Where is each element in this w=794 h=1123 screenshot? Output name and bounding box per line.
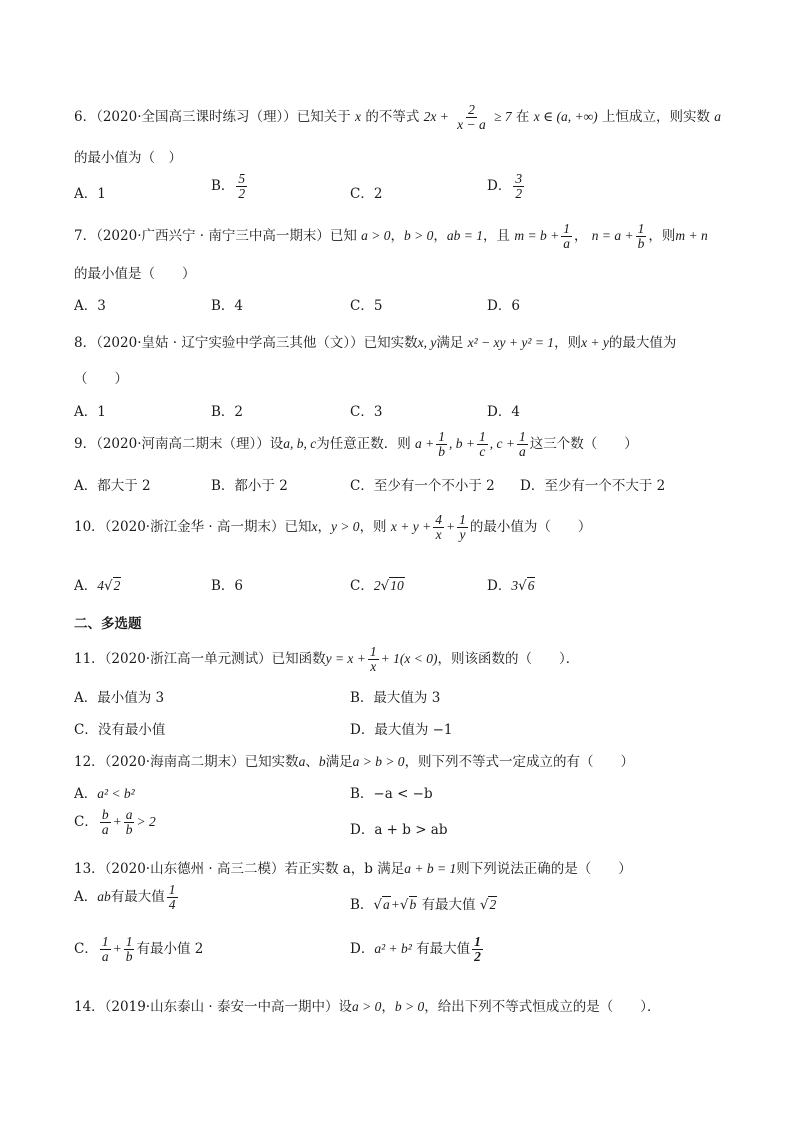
q6-prefix: 6．（2020·全国高三课时练习（理））已知关于 bbox=[74, 109, 351, 126]
q7-prefix: 7．（2020·广西兴宁 · 南宁三中高一期末）已知 bbox=[74, 228, 357, 245]
question-7-line-2: 的最小值是（ ） bbox=[74, 266, 196, 282]
q7-m-expr: m = b + bbox=[514, 228, 560, 244]
q9-fraction-2: $\frac{1}{c}$ bbox=[479, 429, 486, 460]
q7-option-a: A．3 bbox=[74, 298, 106, 314]
question-13-line-1: 13．（2020·山东德州 · 高三二模）若正实数 a，b 满足a + b = 1则下列说法正确的是（ ） bbox=[74, 861, 632, 877]
q10-cond: y > 0 bbox=[330, 519, 360, 535]
question-12-line-1: 12．（2020·海南高二期末）已知实数a、b满足a > b > 0，则下列不等式一定成立的有（ ） bbox=[74, 754, 635, 770]
q7-n-expr: n = a + bbox=[591, 228, 634, 244]
q13-option-a: A．ab有最大值 $\frac{1}{4}$ bbox=[74, 882, 176, 913]
question-9-line-1: 9．（2020·河南高二期末（理））设a, b, c为任意正数．则 a + $\frac{1}{b}$ , b + $\frac{1}{c}$ , c + $\frac{1}{a}$ 这三个数（ ） bbox=[74, 429, 638, 460]
q13-option-c: C． $\frac{1}{a}$ + $\frac{1}{b}$ 有最小值 2 bbox=[74, 934, 204, 965]
q10-option-d: D．3√6 bbox=[487, 578, 535, 594]
q11-option-d: D．最大值为 −1 bbox=[350, 722, 453, 738]
q7-cond-1: a > 0 bbox=[361, 228, 391, 244]
q7-option-d: D．6 bbox=[487, 298, 520, 314]
q9-option-d: D．至少有一个不大于 2 bbox=[520, 478, 666, 494]
q10-option-c: C．2√10 bbox=[350, 578, 404, 594]
q7-cond-2: b > 0 bbox=[404, 228, 434, 244]
q6-text-2: 在 bbox=[515, 109, 530, 126]
q6-ineq-left: 2x + bbox=[423, 109, 449, 125]
q9-fraction-3: $\frac{1}{a}$ bbox=[519, 429, 526, 460]
q6-domain: x ∈ (a, +∞) bbox=[533, 109, 598, 125]
q7-cond-3: ab = 1 bbox=[446, 228, 484, 244]
q11-option-a: A．最小值为 3 bbox=[74, 690, 165, 706]
q9-prefix: 9．（2020·河南高二期末（理））设 bbox=[74, 436, 284, 453]
q12-cond: a > b > 0 bbox=[352, 754, 405, 769]
q12-option-d: D．a + b > ab bbox=[350, 822, 448, 838]
q8-option-d: D．4 bbox=[487, 404, 520, 420]
q10-option-b: B．6 bbox=[211, 578, 244, 594]
q10-fraction-2: $\frac{1}{y}$ bbox=[459, 512, 466, 543]
q13-option-b: B．√a+√b 有最大值 √2 bbox=[350, 897, 497, 913]
q6-var-x: x bbox=[355, 109, 362, 125]
q9-option-a: A．都大于 2 bbox=[74, 478, 151, 494]
q6-option-c: C．2 bbox=[350, 186, 383, 202]
question-7-line-1: 7．（2020·广西兴宁 · 南宁三中高一期末）已知 a > 0，b > 0，ab = 1，且 m = b + $\frac{1}{a}$ ， n = a + $\frac{1}{b}$ ，则m + n bbox=[74, 221, 708, 252]
q8-target: x + y bbox=[581, 335, 609, 350]
question-8-line-2: （ ） bbox=[74, 371, 128, 387]
q9-vars: a, b, c bbox=[283, 436, 317, 452]
q6-text-3: 上恒成立，则实数 bbox=[601, 109, 710, 126]
q10-option-a: A．4√2 bbox=[74, 578, 121, 594]
question-6-line-1 bbox=[74, 103, 721, 132]
q6-text: 的不等式 bbox=[365, 109, 420, 126]
q11-fraction: $\frac{1}{x}$ bbox=[369, 644, 377, 675]
q12-option-b: B．−a < −b bbox=[350, 786, 433, 802]
q11-prefix: 11．（2020·浙江高一单元测试）已知函数 bbox=[74, 651, 326, 668]
q8-prefix: 8．（2020·皇姑 · 辽宁实验中学高三其他（文））已知实数 bbox=[74, 335, 418, 351]
q6-var-a: a bbox=[714, 109, 722, 125]
q13-cond: a + b = 1 bbox=[404, 861, 457, 876]
q8-equation: x² − xy + y² = 1 bbox=[467, 335, 555, 350]
q6-ineq-right: ≥ 7 bbox=[494, 109, 512, 125]
question-6-line-2: 的最小值为（ ） bbox=[74, 150, 182, 166]
q8-option-b: B．2 bbox=[211, 404, 244, 420]
q12-prefix: 12．（2020·海南高二期末）已知实数 bbox=[74, 754, 299, 770]
q7-option-b: B．4 bbox=[211, 298, 244, 314]
q6-option-d: D． $\frac{3}{2}$ bbox=[487, 171, 523, 202]
q14-prefix: 14．（2019·山东泰山 · 泰安一中高一期中）设 bbox=[74, 999, 352, 1015]
q9-option-b: B．都小于 2 bbox=[211, 478, 288, 494]
q7-m-fraction: $\frac{1}{a}$ bbox=[563, 221, 570, 252]
question-11-line-1: 11．（2020·浙江高一单元测试）已知函数y = x + $\frac{1}{x}$ + 1(x < 0)，则该函数的（ ）． bbox=[74, 644, 580, 675]
section-heading-multiple-choice: 二、多选题 bbox=[74, 616, 142, 632]
q7-option-c: C．5 bbox=[350, 298, 383, 314]
q6-option-b: B． $\frac{5}{2}$ bbox=[211, 171, 246, 202]
q8-option-a: A．1 bbox=[74, 404, 106, 420]
q6-option-a: A．1 bbox=[74, 186, 106, 202]
q10-fraction-1: $\frac{4}{x}$ bbox=[435, 512, 442, 543]
q11-option-b: B．最大值为 3 bbox=[350, 690, 441, 706]
q6-fraction: $\frac{2}{x - a}$ bbox=[457, 102, 486, 133]
q12-option-c: C． $\frac{b}{a}$ + $\frac{a}{b}$ > 2 bbox=[74, 807, 156, 838]
q9-option-c: C．至少有一个不小于 2 bbox=[350, 478, 495, 494]
question-8-line-1: 8．（2020·皇姑 · 辽宁实验中学高三其他（文））已知实数x, y满足 x² − xy + y² = 1，则x + y的最大值为 bbox=[74, 335, 677, 351]
q12-option-a: A．a² < b² bbox=[74, 786, 135, 802]
q9-fraction-1: $\frac{1}{b}$ bbox=[438, 429, 446, 460]
q11-option-c: C．没有最小值 bbox=[74, 722, 166, 738]
question-10-line-1: 10．（2020·浙江金华 · 高一期末）已知x，y > 0，则 x + y + $\frac{4}{x}$ + $\frac{1}{y}$ 的最小值为（ ） bbox=[74, 512, 592, 543]
q8-vars: x, y bbox=[417, 335, 437, 350]
q7-target: m + n bbox=[675, 228, 708, 244]
question-14-line-1: 14．（2019·山东泰山 · 泰安一中高一期中）设a > 0，b > 0，给出下列不等式恒成立的是（ ）． bbox=[74, 999, 661, 1015]
q10-prefix: 10．（2020·浙江金华 · 高一期末）已知 bbox=[74, 519, 312, 536]
q13-prefix: 13．（2020·山东德州 · 高三二模）若正实数 a，b 满足 bbox=[74, 861, 405, 877]
q7-n-fraction: $\frac{1}{b}$ bbox=[637, 221, 645, 252]
q8-option-c: C．3 bbox=[350, 404, 383, 420]
q13-option-d: D．a² + b² 有最大值 $\frac{1}{2}$ bbox=[350, 934, 481, 965]
